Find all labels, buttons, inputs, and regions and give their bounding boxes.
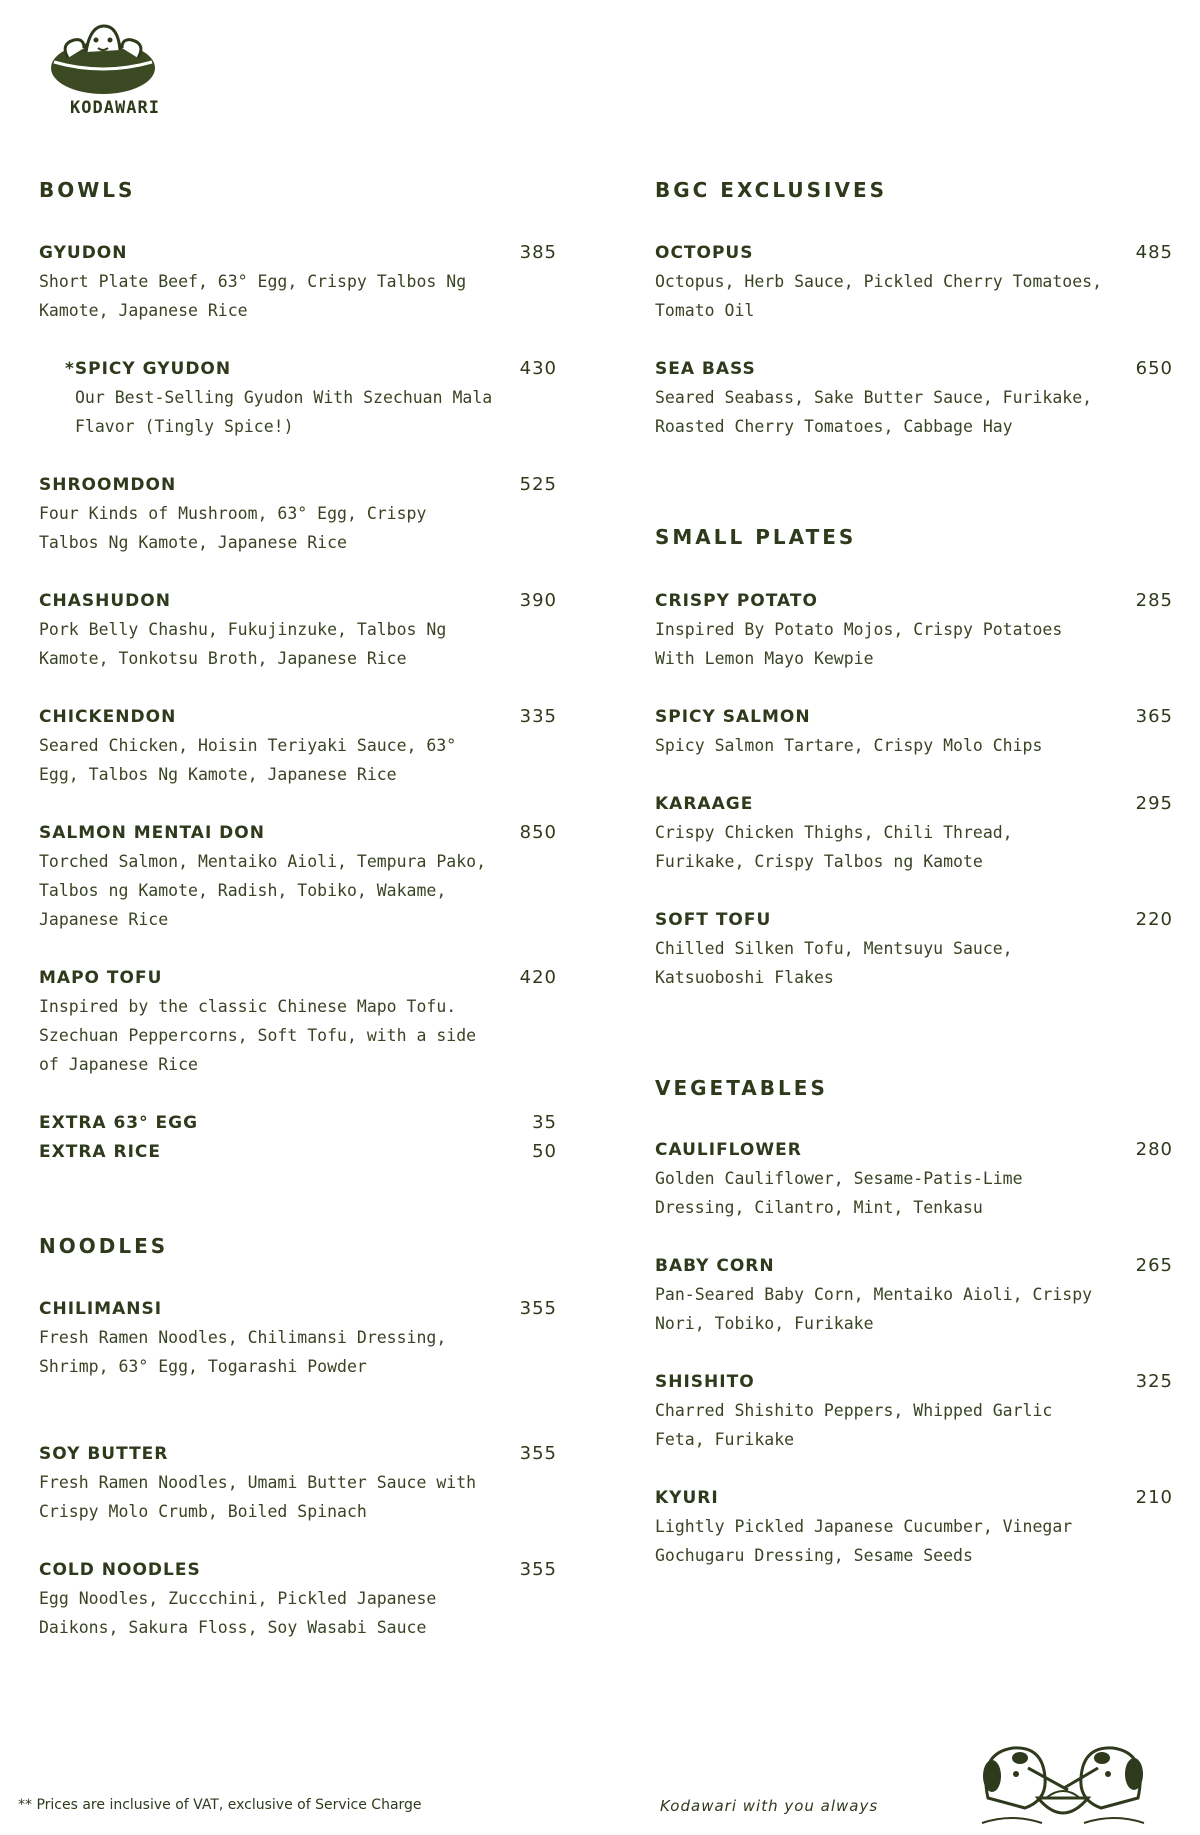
item-description: Spicy Salmon Tartare, Crispy Molo Chips xyxy=(655,736,1043,755)
section-title-vegetables: VEGETABLES xyxy=(655,1076,828,1100)
menu-item xyxy=(65,357,557,441)
item-name: OCTOPUS xyxy=(655,243,754,263)
item-price: 525 xyxy=(519,474,557,495)
menu-item xyxy=(39,1442,557,1526)
item-name: KYURI xyxy=(655,1488,719,1508)
brand-name: KODAWARI xyxy=(70,98,160,118)
item-name: CHICKENDON xyxy=(39,707,177,727)
item-name: MAPO TOFU xyxy=(39,968,163,988)
item-name: SPICY SALMON xyxy=(655,707,811,727)
menu-item xyxy=(655,705,1173,760)
item-price: 210 xyxy=(1135,1487,1173,1508)
menu-item-extra-egg xyxy=(39,1111,557,1135)
section-title-bowls: BOWLS xyxy=(39,178,136,202)
item-name: KARAAGE xyxy=(655,794,754,814)
item-description: Octopus, Herb Sauce, Pickled Cherry Tomatoes, Tomato Oil xyxy=(655,272,1103,320)
item-name: *SPICY GYUDON xyxy=(65,359,232,379)
item-description: Short Plate Beef, 63° Egg, Crispy Talbos Ng Kamote, Japanese Rice xyxy=(39,272,467,320)
footer-tagline: Kodawari with you always xyxy=(660,1797,879,1815)
menu-item xyxy=(655,1254,1173,1338)
item-description: Inspired By Potato Mojos, Crispy Potatoes With Lemon Mayo Kewpie xyxy=(655,620,1063,668)
item-price: 355 xyxy=(519,1559,557,1580)
item-price: 650 xyxy=(1135,358,1173,379)
item-price: 420 xyxy=(519,967,557,988)
item-description: Crispy Chicken Thighs, Chili Thread, Furikake, Crispy Talbos ng Kamote xyxy=(655,823,1013,871)
item-name: GYUDON xyxy=(39,243,128,263)
item-description: Fresh Ramen Noodles, Umami Butter Sauce with Crispy Molo Crumb, Boiled Spinach xyxy=(39,1473,477,1521)
item-description: Lightly Pickled Japanese Cucumber, Vinegar Gochugaru Dressing, Sesame Seeds xyxy=(655,1517,1073,1565)
item-name: EXTRA RICE xyxy=(39,1142,161,1162)
item-price: 850 xyxy=(519,822,557,843)
item-price: 390 xyxy=(519,590,557,611)
item-name: CHASHUDON xyxy=(39,591,171,611)
item-description: Seared Seabass, Sake Butter Sauce, Furikake, Roasted Cherry Tomatoes, Cabbage Hay xyxy=(655,388,1093,436)
menu-item xyxy=(655,1138,1173,1222)
item-price: 335 xyxy=(519,706,557,727)
item-description: Egg Noodles, Zuccchini, Pickled Japanese Daikons, Sakura Floss, Soy Wasabi Sauce xyxy=(39,1589,437,1637)
item-description: Fresh Ramen Noodles, Chilimansi Dressing, Shrimp, 63° Egg, Togarashi Powder xyxy=(39,1328,447,1376)
menu-item xyxy=(655,1370,1173,1454)
right-column xyxy=(655,0,1173,1760)
item-name: COLD NOODLES xyxy=(39,1560,201,1580)
footer-price-note: ** Prices are inclusive of VAT, exclusive of Service Charge xyxy=(18,1797,422,1813)
item-name: CHILIMANSI xyxy=(39,1299,163,1319)
menu-item xyxy=(655,1486,1173,1570)
menu-item xyxy=(655,357,1173,441)
item-price: 280 xyxy=(1135,1139,1173,1160)
item-price: 325 xyxy=(1135,1371,1173,1392)
item-name: SHISHITO xyxy=(655,1372,755,1392)
menu-item xyxy=(39,1558,557,1642)
menu-item xyxy=(39,473,557,557)
item-price: 355 xyxy=(519,1298,557,1319)
item-price: 430 xyxy=(519,358,557,379)
item-name: CAULIFLOWER xyxy=(655,1140,802,1160)
left-column xyxy=(39,0,557,1760)
item-description: Golden Cauliflower, Sesame-Patis-Lime Dressing, Cilantro, Mint, Tenkasu xyxy=(655,1169,1023,1217)
section-title-small-plates: SMALL PLATES xyxy=(655,525,857,549)
menu-item xyxy=(39,821,557,934)
item-name: EXTRA 63° EGG xyxy=(39,1113,199,1133)
item-name: BABY CORN xyxy=(655,1256,775,1276)
section-title-noodles: NOODLES xyxy=(39,1234,169,1258)
menu-item xyxy=(39,589,557,673)
item-description: Pork Belly Chashu, Fukujinzuke, Talbos Ng Kamote, Tonkotsu Broth, Japanese Rice xyxy=(39,620,447,668)
item-description: Pan-Seared Baby Corn, Mentaiko Aioli, Crispy Nori, Tobiko, Furikake xyxy=(655,1285,1093,1333)
menu-item xyxy=(39,1297,557,1381)
item-price: 35 xyxy=(532,1112,557,1133)
item-name: SALMON MENTAI DON xyxy=(39,823,265,843)
item-price: 50 xyxy=(532,1141,557,1162)
item-price: 365 xyxy=(1135,706,1173,727)
item-name: SOFT TOFU xyxy=(655,910,772,930)
item-price: 295 xyxy=(1135,793,1173,814)
menu-item xyxy=(655,792,1173,876)
item-name: SHROOMDON xyxy=(39,475,177,495)
item-name: CRISPY POTATO xyxy=(655,591,818,611)
menu-item xyxy=(655,908,1173,992)
menu-item xyxy=(39,705,557,789)
menu-item xyxy=(39,241,557,325)
item-description: Chilled Silken Tofu, Mentsuyu Sauce, Katsuoboshi Flakes xyxy=(655,939,1013,987)
section-title-bgc-exclusives: BGC EXCLUSIVES xyxy=(655,178,888,202)
item-description: Our Best-Selling Gyudon With Szechuan Mala Flavor (Tingly Spice!) xyxy=(75,388,493,436)
mascots-illustration xyxy=(968,1728,1158,1828)
item-price: 385 xyxy=(519,242,557,263)
item-name: SEA BASS xyxy=(655,359,756,379)
item-description: Torched Salmon, Mentaiko Aioli, Tempura Pako, Talbos ng Kamote, Radish, Tobiko, Wakame, Japanese Rice xyxy=(39,852,487,929)
item-description: Inspired by the classic Chinese Mapo Tofu. Szechuan Peppercorns, Soft Tofu, with a side of Japanese Rice xyxy=(39,997,477,1074)
item-price: 220 xyxy=(1135,909,1173,930)
item-description: Four Kinds of Mushroom, 63° Egg, Crispy Talbos Ng Kamote, Japanese Rice xyxy=(39,504,427,552)
menu-item xyxy=(39,966,557,1079)
menu-item xyxy=(655,589,1173,673)
item-price: 265 xyxy=(1135,1255,1173,1276)
item-price: 285 xyxy=(1135,590,1173,611)
dogs-eating-icon xyxy=(968,1728,1158,1828)
menu-item xyxy=(655,241,1173,325)
item-price: 485 xyxy=(1135,242,1173,263)
item-description: Seared Chicken, Hoisin Teriyaki Sauce, 63° Egg, Talbos Ng Kamote, Japanese Rice xyxy=(39,736,457,784)
item-price: 355 xyxy=(519,1443,557,1464)
item-description: Charred Shishito Peppers, Whipped Garlic Feta, Furikake xyxy=(655,1401,1053,1449)
item-name: SOY BUTTER xyxy=(39,1444,169,1464)
menu-item-extra-rice xyxy=(39,1140,557,1164)
